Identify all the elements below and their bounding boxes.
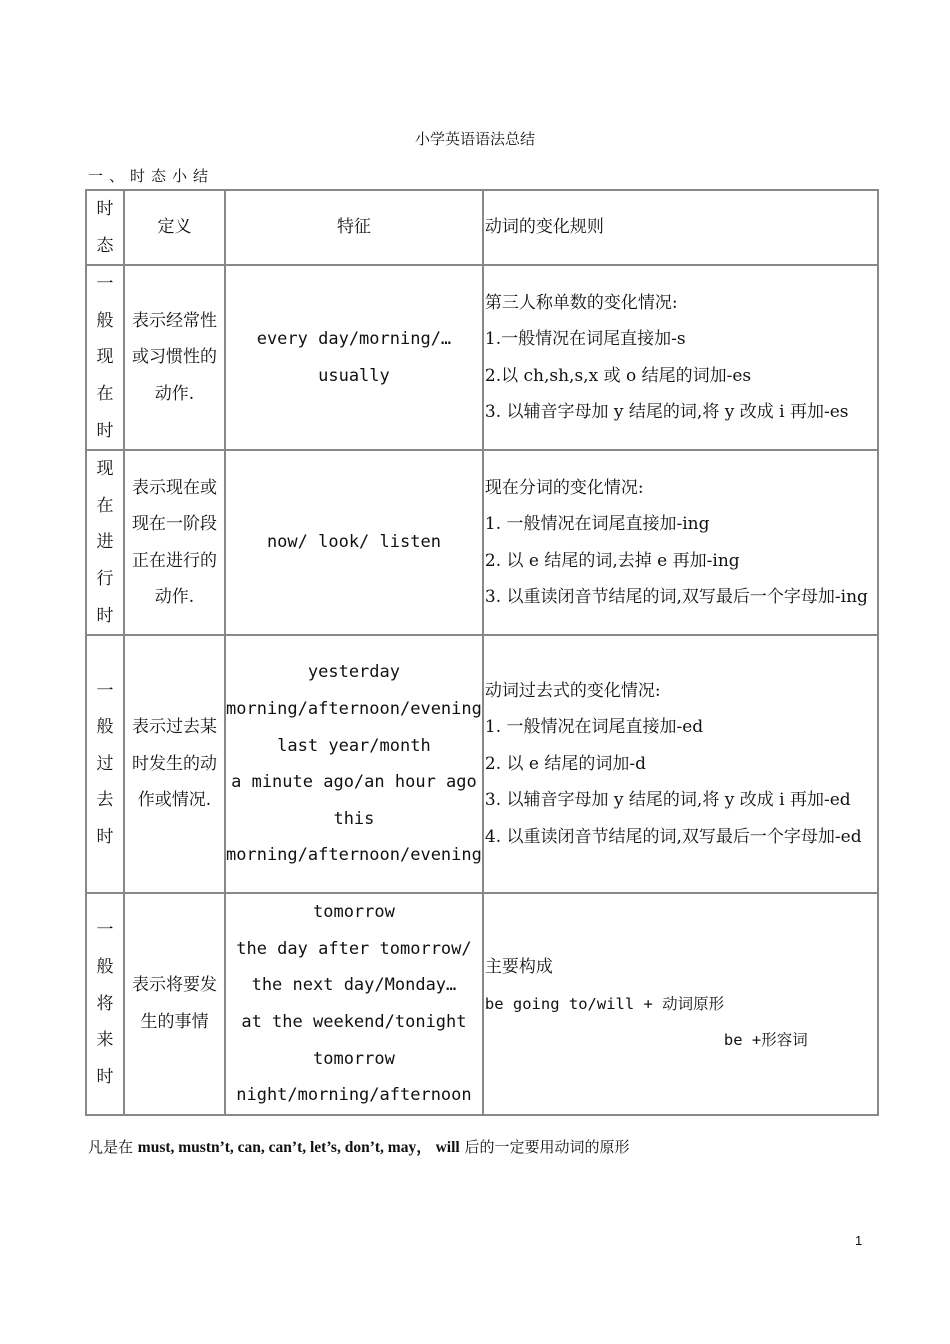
rule-line: be going to/will + 动词原形 <box>484 994 725 1013</box>
tense-name: 一般过去时 <box>96 680 114 848</box>
features-cell <box>225 265 483 450</box>
table-row-simple-future <box>86 893 878 1115</box>
table-header-row <box>86 190 878 265</box>
feature-line: a minute ago/an hour ago <box>231 772 477 793</box>
tense-name: 一般将来时 <box>96 920 114 1087</box>
footnote-suffix: 后的一定要用动词的原形 <box>459 1138 630 1156</box>
header-tense: 时态 <box>96 199 114 256</box>
definition-text: 表示将要发生的事情 <box>132 975 217 1032</box>
feature-line: at the weekend/tonight <box>241 1011 467 1032</box>
rules-cell <box>483 635 878 893</box>
definition-text: 表示现在或现在一阶段正在进行的动作. <box>132 477 217 608</box>
tense-name: 现在进行时 <box>96 459 114 626</box>
rule-line: 4. 以重读闭音节结尾的词,双写最后一个字母加-ed <box>484 827 862 848</box>
rule-line: 动词过去式的变化情况: <box>484 680 661 701</box>
definition-cell <box>124 265 225 450</box>
feature-line: every day/morning/… <box>256 329 452 350</box>
document-title: 小学英语语法总结 <box>414 130 535 148</box>
definition-text: 表示过去某时发生的动作或情况. <box>132 717 217 811</box>
tense-cell <box>86 450 124 635</box>
rule-line: 主要构成 <box>484 957 553 978</box>
feature-line: yesterday <box>307 662 400 683</box>
feature-line: last year/month <box>277 735 431 756</box>
definition-cell <box>124 450 225 635</box>
rule-line: 3. 以辅音字母加 y 结尾的词,将 y 改成 i 再加-es <box>484 402 849 423</box>
rules-cell <box>483 893 878 1115</box>
feature-line: this <box>333 808 375 829</box>
feature-line: night/morning/afternoon <box>236 1085 472 1106</box>
tense-cell <box>86 893 124 1115</box>
rule-line: 1. 一般情况在词尾直接加-ed <box>484 717 704 738</box>
feature-line: now/ look/ listen <box>266 532 441 553</box>
footnote-prefix: 凡是在 <box>88 1138 138 1156</box>
feature-line: the day after tomorrow/ <box>236 938 472 959</box>
rule-line: 2.以 ch,sh,s,x 或 o 结尾的词加-es <box>484 365 752 386</box>
feature-line: tomorrow <box>312 1048 395 1069</box>
features-cell <box>225 893 483 1115</box>
feature-line: the next day/Monday… <box>251 975 457 996</box>
tense-name: 一般现在时 <box>96 274 114 441</box>
rule-line: be +形容词 <box>723 1031 808 1050</box>
definition-cell <box>124 635 225 893</box>
header-definition-cell <box>124 190 225 265</box>
tense-cell <box>86 265 124 450</box>
feature-line: tomorrow <box>312 902 395 923</box>
header-definition: 定义 <box>157 217 192 238</box>
table-row-simple-past <box>86 635 878 893</box>
table-row-present-progressive <box>86 450 878 635</box>
features-cell <box>225 635 483 893</box>
rule-line: 2. 以 e 结尾的词加-d <box>484 753 646 774</box>
rule-line: 2. 以 e 结尾的词,去掉 e 再加-ing <box>484 550 740 571</box>
rule-line: 1.一般情况在词尾直接加-s <box>484 329 686 350</box>
table-row-simple-present <box>86 265 878 450</box>
rule-line: 1. 一般情况在词尾直接加-ing <box>484 514 710 535</box>
definition-text: 表示经常性或习惯性的动作. <box>132 310 217 404</box>
header-tense-cell <box>86 190 124 265</box>
feature-line: morning/afternoon/evening <box>226 699 482 719</box>
header-rules: 动词的变化规则 <box>484 217 604 238</box>
rules-cell <box>483 450 878 635</box>
tense-summary-table <box>85 189 879 1116</box>
definition-cell <box>124 893 225 1115</box>
features-cell <box>225 450 483 635</box>
tense-cell <box>86 635 124 893</box>
footnote <box>88 1135 629 1157</box>
section-heading: 一、时态小结 <box>88 167 215 185</box>
rules-cell <box>483 265 878 450</box>
footnote-modal-verbs: must, mustn’t, can, can’t, let’s, don’t, may， will <box>137 1139 460 1156</box>
rule-line: 现在分词的变化情况: <box>484 477 644 498</box>
feature-line: morning/afternoon/evening <box>226 845 482 866</box>
header-features: 特征 <box>336 217 371 238</box>
rule-line: 3. 以辅音字母加 y 结尾的词,将 y 改成 i 再加-ed <box>484 790 851 811</box>
feature-line: usually <box>318 365 390 386</box>
rule-line: 3. 以重读闭音节结尾的词,双写最后一个字母加-ing <box>484 587 868 608</box>
page-number: 1 <box>855 1233 863 1248</box>
rule-line: 第三人称单数的变化情况: <box>484 292 678 313</box>
header-rules-cell <box>483 190 878 265</box>
header-features-cell <box>225 190 483 265</box>
